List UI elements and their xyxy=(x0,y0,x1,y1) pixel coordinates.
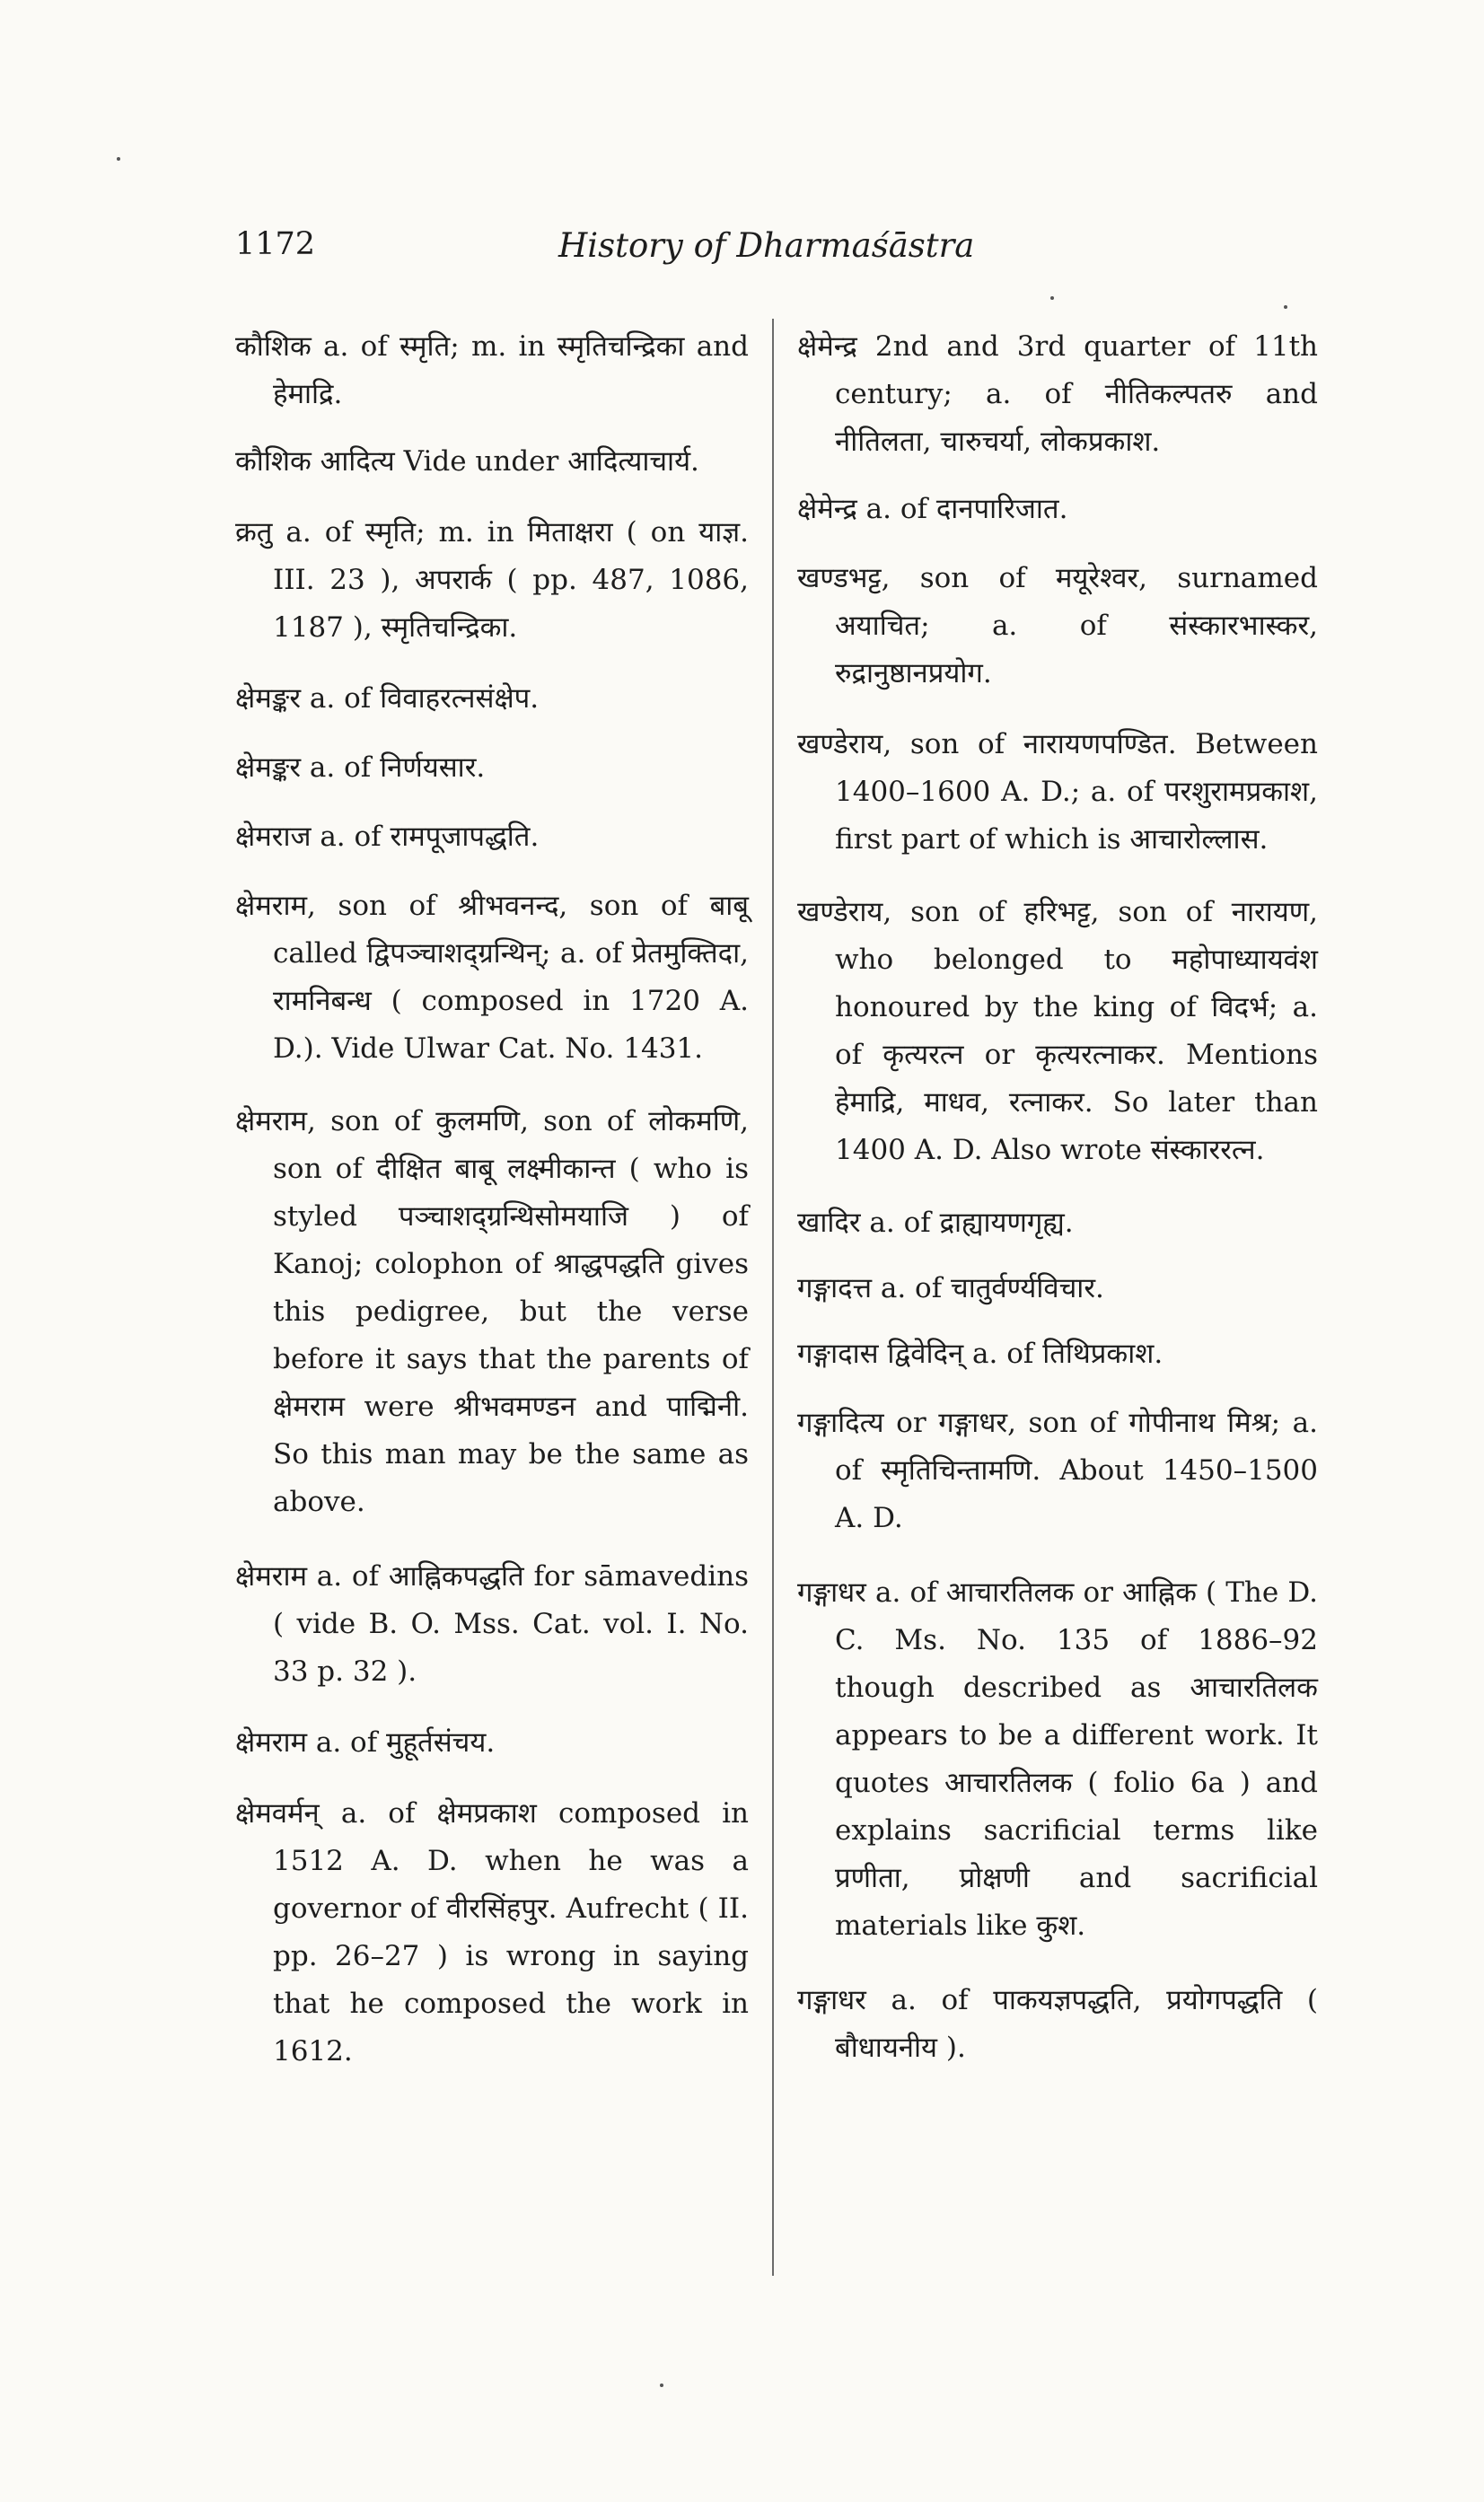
running-title: History of Dharmaśāstra xyxy=(558,226,975,265)
entry: क्षेमराम, son of श्रीभवनन्द, son of बाबू called द्विपञ्चाशद्ग्रन्थिन्; a. of प्रेतमुक्तिदा, रामनिबन्ध ( composed in 1720 A. D.). Vide Ulwar Cat. No. 1431. xyxy=(235,890,749,1065)
page-header xyxy=(235,226,1241,280)
entry: क्षेमेन्द्र 2nd and 3rd quarter of 11th century; a. of नीतिकल्पतरु and नीतिलता, चारुचर्या, लोकप्रकाश. xyxy=(797,330,1318,458)
entry: क्षेमराम a. of मुहूर्तसंचय. xyxy=(235,1726,496,1759)
entry: कौशिक आदित्य Vide under आदित्याचार्य. xyxy=(235,445,699,478)
entry: कौशिक a. of स्मृति; m. in स्मृतिचन्द्रिका and हेमाद्रि. xyxy=(235,330,749,410)
entry: खादिर a. of द्राह्यायणगृह्य. xyxy=(797,1207,1074,1239)
left-column xyxy=(235,323,749,2076)
print-speck xyxy=(117,157,120,161)
print-speck xyxy=(660,2383,663,2387)
page-number: 1172 xyxy=(235,226,316,262)
entry: क्षेमवर्मन् a. of क्षेमप्रकाश composed in 1512 A. D. when he was a governor of वीरसिंहपुर. Aufrecht ( II. pp. 26–27 ) is wrong in saying that he composed the work in 1612. xyxy=(235,1797,749,2067)
entry: गङ्गादित्य or गङ्गाधर, son of गोपीनाथ मिश्र; a. of स्मृतिचिन्तामणि. About 1450–1500 A. D. xyxy=(797,1407,1318,1534)
entry: क्षेमराम a. of आह्निकपद्धति for sāmavedins ( vide B. O. Mss. Cat. vol. I. No. 33 p. 32 ). xyxy=(235,1560,749,1688)
print-speck xyxy=(1050,296,1054,300)
entry: गङ्गाधर a. of पाकयज्ञपद्धति, प्रयोगपद्धति ( बौधायनीय ). xyxy=(797,1984,1318,2064)
entry: क्रतु a. of स्मृति; m. in मिताक्षरा ( on याज्ञ. III. 23 ), अपरार्क ( pp. 487, 1086, 1187 ), स्मृतिचन्द्रिका. xyxy=(235,516,749,644)
entry: क्षेमराम, son of कुलमणि, son of लोकमणि, son of दीक्षित बाबू लक्ष्मीकान्त ( who is styled पञ्चाशद्ग्रन्थिसोमयाजि ) of Kanoj; colophon of श्राद्धपद्धति gives this pedigree, but the verse before it says that the parents of क्षेमराम were श्रीभवमण्डन and पाद्मिनी. So this man may be the same as above. xyxy=(235,1105,749,1518)
entry: क्षेमङ्कर a. of निर्णयसार. xyxy=(235,751,486,784)
entry: खण्डेराय, son of नारायणपण्डित. Between 1400–1600 A. D.; a. of परशुरामप्रकाश, first part of which is आचारोल्लास. xyxy=(797,728,1318,856)
entry: क्षेमेन्द्र a. of दानपारिजात. xyxy=(797,493,1068,525)
right-column xyxy=(797,323,1318,2072)
entry: खण्डेराय, son of हरिभट्ट, son of नारायण, who belonged to महोपाध्यायवंश honoured by the king of विदर्भ; a. of कृत्यरत्न or कृत्यरत्नाकर. Mentions हेमाद्रि, माधव, रत्नाकर. So later than 1400 A. D. Also wrote संस्काररत्न. xyxy=(797,896,1318,1166)
entry: खण्डभट्ट, son of मयूरेश्वर, surnamed अयाचित; a. of संस्कारभास्कर, रुद्रानुष्ठानप्रयोग. xyxy=(797,562,1318,689)
column-divider xyxy=(772,319,774,2276)
print-speck xyxy=(1284,305,1287,309)
entry: क्षेमराज a. of रामपूजापद्धति. xyxy=(235,821,540,853)
entry: गङ्गादत्त a. of चातुर्वर्ण्यविचार. xyxy=(797,1272,1104,1304)
entry: क्षेमङ्कर a. of विवाहरत्नसंक्षेप. xyxy=(235,682,540,715)
entry: गङ्गादास द्विवेदिन् a. of तिथिप्रकाश. xyxy=(797,1338,1163,1370)
entry: गङ्गाधर a. of आचारतिलक or आह्निक ( The D. C. Ms. No. 135 of 1886–92 though described as आचारतिलक appears to be a different work. It quotes आचारतिलक ( folio 6a ) and explains sacrificial terms like प्रणीता, प्रोक्षणी and sacrificial materials like कुश. xyxy=(797,1576,1318,1942)
